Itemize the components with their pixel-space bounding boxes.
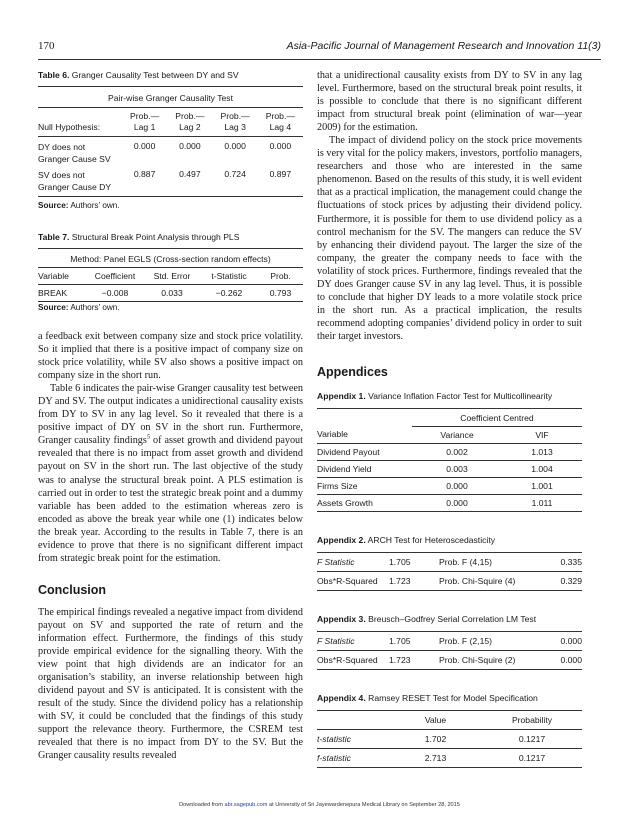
- appendix1-table: [317, 408, 582, 512]
- table-cell: 0.000: [446, 480, 468, 491]
- table-cell: Dividend Yield: [317, 463, 372, 474]
- table-cell: 1.001: [531, 480, 553, 491]
- appendix3-title: Breusch–Godfrey Serial Correlation LM Test: [368, 613, 537, 624]
- table-cell: 1.004: [531, 463, 553, 474]
- table6-title: Granger Causality Test between DY and SV: [71, 70, 239, 80]
- table-row: [317, 650, 582, 669]
- table-cell: 0.000: [560, 635, 582, 646]
- table-cell: 1.705: [389, 635, 411, 646]
- table-cell: BREAK: [38, 288, 68, 298]
- table6-col-null: Null Hypothesis:: [38, 122, 101, 132]
- table-row: [38, 137, 303, 166]
- table-cell: −0.262: [215, 288, 243, 298]
- paragraph-continuation: a feedback exit between company size and stock price volatility. So it implied that there is a positive impact of company size on stock price volatility, while SV also shows a positive impact on company size in the short run.: [38, 331, 303, 382]
- table6-col-lag4: Prob.— Lag 4: [265, 111, 295, 132]
- appendix4-title: Ramsey RESET Test for Model Specification: [368, 692, 538, 703]
- table6-col-lag3: Prob.— Lag 3: [220, 111, 250, 132]
- table-row: [38, 285, 303, 302]
- conclusion-heading: Conclusion: [38, 582, 107, 597]
- appendix2-table: [317, 552, 582, 591]
- paragraph-continuation-right: that a unidirectional causality exists from DY to SV in any lag level. Furthermore, based on the structural break point results, it is possible to conclude that there is no significant different impact from structural break point (elimination of war—year 2009) for the estimation.: [317, 70, 582, 134]
- appendix1-label: Appendix 1.: [317, 390, 366, 401]
- table-cell: 0.497: [179, 169, 201, 179]
- table-cell: Obs*R-Squared: [317, 654, 378, 665]
- footer-link[interactable]: abr.sagepub.com: [224, 802, 268, 808]
- table-cell: 0.033: [161, 288, 183, 298]
- table6-col-lag1: Prob.— Lag 1: [130, 111, 160, 132]
- table-row: [317, 571, 582, 590]
- journal-title: Asia-Pacific Journal of Management Research and Innovation 11(3): [286, 40, 601, 52]
- header-rule: [38, 59, 601, 60]
- table6-row2-label: SV does not Granger Cause DY: [38, 170, 112, 192]
- table-cell: 0.003: [446, 463, 468, 474]
- table-cell: Prob. F (4,15): [439, 556, 493, 567]
- table7-label: Table 7.: [38, 232, 70, 242]
- appendix1-title: Variance Inflation Factor Test for Multicollinearity: [368, 390, 553, 401]
- appendix1-col-vif: VIF: [535, 429, 549, 440]
- table-cell: Prob. Chi-Squire (4): [439, 575, 516, 586]
- appendix4-col-probability: Probability: [511, 714, 553, 725]
- table-cell: f-statistic: [317, 752, 351, 763]
- table-cell: Assets Growth: [317, 497, 373, 508]
- table7-title: Structural Break Point Analysis through PLS: [71, 232, 240, 242]
- appendix4-col-blank: [317, 710, 389, 729]
- table-cell: 0.000: [133, 141, 156, 151]
- table6-label: Table 6.: [38, 70, 70, 80]
- table-cell: 0.897: [269, 169, 292, 179]
- appendix4-caption: [317, 692, 582, 704]
- paragraph-implications: The impact of dividend policy on the stock price movements is very vital for the policy makers, investors, portfolio managers, researchers and those who are interested in the same phenomenon. Based on the results of this study, it is well evident that as a practical implication, the management could change the fluctuations of stock prices by adjusting their dividend policy. Furthermore, it is possible for them to use dividend policy as a control mechanism for the SV. The mangers can reduce the SV by enhancing their dividend payout. The larger the size of the company, the greater the company needs to face with the volatility of stock prices. Furthermore, findings revealed that the DY does Granger cause SV in any lag level. Thus, it is possible to conclude that higher DY leads to a more volatile stock price in the short run. As a practical implication, the results recommend adopting companies’ dividend policy in order to suit their target investors.: [317, 135, 582, 342]
- table-cell: −0.008: [101, 288, 129, 298]
- appendix2-label: Appendix 2.: [317, 534, 366, 545]
- table-row: [317, 729, 582, 748]
- appendix1-group-header: Coefficient Centred: [412, 408, 582, 426]
- table-cell: 2.713: [424, 752, 447, 763]
- table7-source: Source: Authors’ own.: [38, 303, 120, 312]
- table-row: [317, 443, 582, 460]
- table6-caption: [38, 69, 303, 81]
- table-cell: Prob. F (2,15): [439, 635, 493, 646]
- table6-source: Source: Authors’ own.: [38, 201, 120, 210]
- table-cell: 0.329: [560, 575, 582, 586]
- appendix3-table: [317, 631, 582, 670]
- paragraph-conclusion: The empirical findings revealed a negative impact from dividend payout on SV and supported the rate of return and the information effect. Furthermore, the findings of this study provide empirical evidence for the signalling theory. With the view point that high dividends are an indicator for an organisation’s stability, an inverse relationship between high dividend payout and SV is anticipated. It is consistent with the result of the study. Since the dividend policy has a relationship with SV, it could be concluded that the findings of this study support the relevance theory. Furthermore, the CSREM test revealed that there is no impact from DY to the SV. But the Granger causality results revealed: [38, 606, 303, 762]
- table-cell: 1.705: [389, 556, 411, 567]
- appendix1-header-row: [317, 426, 582, 443]
- left-column: [38, 69, 303, 762]
- table-cell: 0.000: [269, 141, 292, 151]
- table6-col-lag2: Prob.— Lag 2: [175, 111, 205, 132]
- table-row: [317, 494, 582, 511]
- table6-group-header: Pair-wise Granger Causality Test: [38, 87, 303, 108]
- right-column: [317, 69, 582, 768]
- table7-col-coefficient: Coefficient: [94, 271, 136, 281]
- table-cell: 0.1217: [518, 752, 546, 763]
- table-cell: F Statistic: [317, 556, 355, 567]
- appendices-heading: Appendices: [317, 364, 388, 379]
- table-cell: Dividend Payout: [317, 446, 380, 457]
- table-cell: 0.002: [446, 446, 468, 457]
- paragraph-table6-discussion: Table 6 indicates the pair-wise Granger causality test between DY and SV. The output indicates a unidirectional causality exists from DY to SV in any lag level. So it revealed that there is a positive impact of DY on SV in the short run. Furthermore, Granger causality findings$^5$ of asset growth and dividend payout revealed that there is no impact from asset growth and dividend payout on SV in the short run. The last objective of the study was to analyse the structural break point. A PLS estimation is carried out in order to test the strategic break point and a dummy variable has been added to the estimation whereas zero is encoded as above the break year while one (1) indicates below the break year. According to the results in Table 7, there is an evidence to prove that there is no significant different impact from strategic break point for the estimation.: [38, 383, 303, 564]
- table-cell: 0.793: [269, 288, 292, 298]
- table-cell: 0.335: [560, 556, 582, 567]
- footnote-marker: 5: [146, 433, 151, 441]
- table-cell: 0.887: [133, 169, 156, 179]
- table-row: [317, 552, 582, 571]
- appendix1-col-variance: Variance: [440, 429, 474, 440]
- download-footer: Downloaded from abr.sagepub.com at University of Sri Jayewardenepura Medical Library on September 28, 2015: [179, 802, 460, 808]
- table-cell: F Statistic: [317, 635, 355, 646]
- appendix3-label: Appendix 3.: [317, 613, 366, 624]
- table-cell: 0.1217: [518, 733, 546, 744]
- table7-group-header: Method: Panel EGLS (Cross-section random effects): [38, 249, 303, 268]
- page-number: 170: [38, 40, 55, 52]
- table-row: [317, 748, 582, 767]
- appendix4-col-value: Value: [424, 714, 447, 725]
- table-cell: 0.724: [224, 169, 246, 179]
- table-cell: 1.011: [531, 497, 553, 508]
- table7-col-tstat: t-Statistic: [211, 271, 247, 281]
- appendix3-caption: [317, 613, 582, 625]
- table-row: [317, 631, 582, 650]
- appendix2-caption: [317, 534, 582, 546]
- table7: [38, 248, 303, 302]
- table-cell: 0.000: [224, 141, 246, 151]
- appendix1-col-variable: Variable: [317, 429, 348, 440]
- table-cell: 0.000: [446, 497, 468, 508]
- appendix4-label: Appendix 4.: [317, 692, 366, 703]
- table-cell: 0.000: [179, 141, 201, 151]
- table-cell: 1.702: [424, 733, 447, 744]
- table-cell: Prob. Chi-Squire (2): [439, 654, 516, 665]
- appendix4-header-row: [317, 710, 582, 729]
- running-header: [38, 40, 601, 56]
- table-row: [317, 477, 582, 494]
- table7-header-row: [38, 268, 303, 285]
- table7-col-stderror: Std. Error: [153, 271, 191, 281]
- table6-row1-label: DY does not Granger Cause SV: [38, 142, 111, 164]
- table-cell: 1.723: [389, 575, 411, 586]
- table-row: [317, 460, 582, 477]
- table6: [38, 86, 303, 197]
- table-cell: 0.000: [560, 654, 582, 665]
- appendix2-title: ARCH Test for Heteroscedasticity: [367, 534, 495, 545]
- appendix4-table: [317, 710, 582, 768]
- table7-col-prob: Prob.: [270, 271, 291, 281]
- table7-col-variable: Variable: [38, 271, 69, 281]
- table-cell: Firms Size: [317, 480, 358, 491]
- table-row: [38, 165, 303, 197]
- appendix1-caption: [317, 390, 582, 402]
- table-cell: 1.723: [389, 654, 411, 665]
- table-cell: t-statistic: [317, 733, 351, 744]
- table7-caption: [38, 231, 303, 243]
- table-cell: Obs*R-Squared: [317, 575, 378, 586]
- table-cell: 1.013: [531, 446, 553, 457]
